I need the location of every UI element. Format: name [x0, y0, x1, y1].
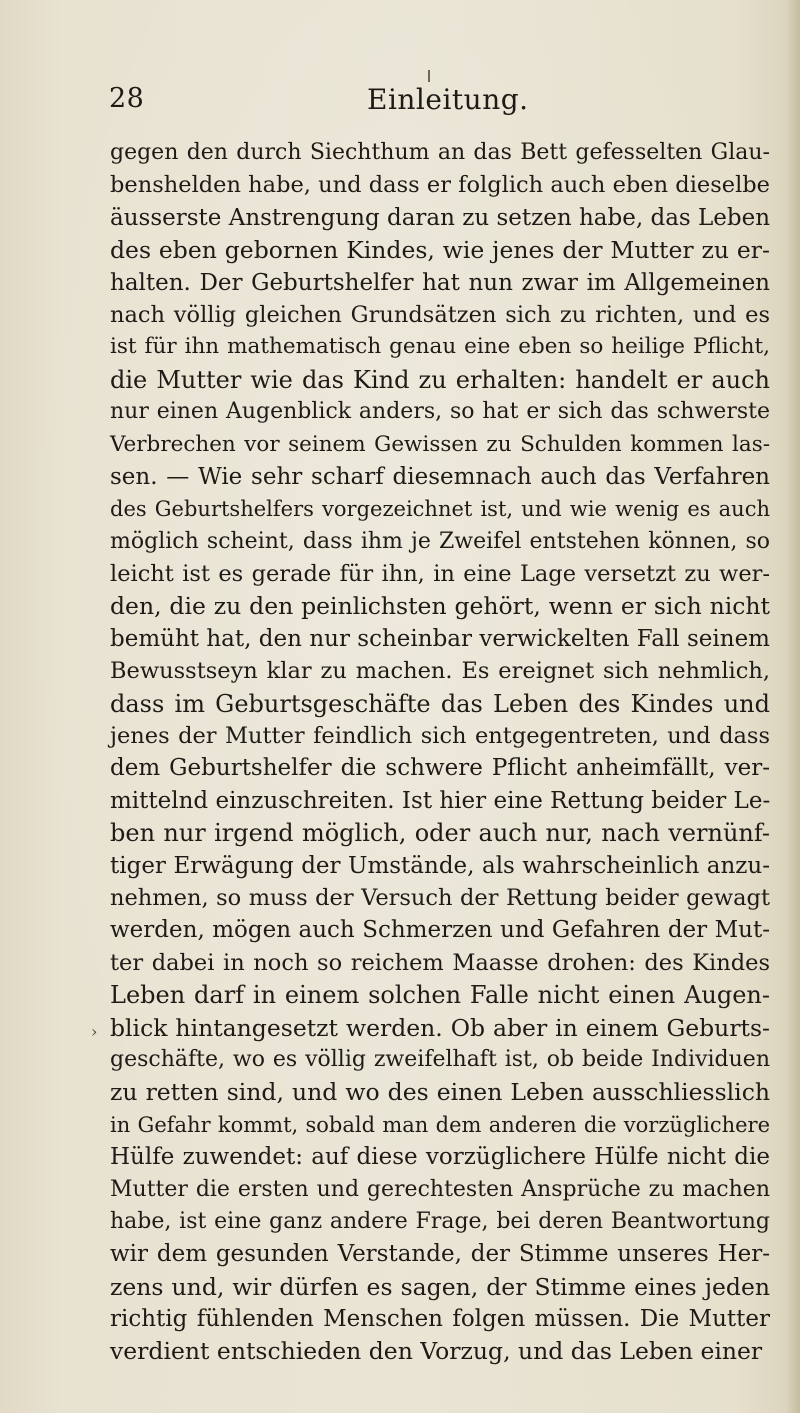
text-line: gegen den durch Siechthum an das Bett gefesselten Glau- — [110, 140, 770, 165]
text-line: verdient entschieden den Vorzug, und das Leben einer — [110, 1337, 763, 1366]
text-line: Verbrechen vor seinem Gewissen zu Schulden kommen las- — [110, 431, 770, 457]
margin-mark: › — [91, 1022, 98, 1041]
text-line: Hülfe zuwendet: auf diese vorzüglichere Hülfe nicht die — [110, 1144, 770, 1171]
text-line: dass im Geburtsgeschäfte das Leben des Kindes und — [110, 689, 770, 718]
page-edge-shadow — [786, 0, 800, 1413]
text-line: benshelden habe, und dass er folglich auch eben dieselbe — [110, 172, 770, 199]
text-line: bemüht hat, den nur scheinbar verwickelten Fall seinem — [110, 625, 770, 652]
text-line: des Geburtshelfers vorgezeichnet ist, und wie wenig es auch — [110, 497, 770, 522]
text-line: des eben gebornen Kindes, wie jenes der Mutter zu er- — [110, 236, 770, 265]
text-line: mittelnd einzuschreiten. Ist hier eine Rettung beider Le- — [110, 787, 771, 814]
text-line: nehmen, so muss der Versuch der Rettung beider gewagt — [110, 884, 770, 911]
text-line: richtig fühlenden Menschen folgen müssen. Die Mutter — [110, 1306, 770, 1333]
text-line: ben nur irgend möglich, oder auch nur, nach vernünf- — [110, 819, 770, 848]
text-line: leicht ist es gerade für ihn, in eine Lage versetzt zu wer- — [110, 561, 770, 588]
page-number: 28 — [109, 83, 145, 114]
printer-mark — [428, 70, 430, 82]
text-line: dem Geburtshelfer die schwere Pflicht anheimfällt, ver- — [110, 755, 770, 782]
text-line: Leben darf in einem solchen Falle nicht einen Augen- — [110, 981, 770, 1010]
text-line: geschäfte, wo es völlig zweifelhaft ist, ob beide Individuen — [110, 1046, 770, 1072]
text-line: möglich scheint, dass ihm je Zweifel entstehen können, so — [110, 528, 770, 554]
text-line: wir dem gesunden Verstande, der Stimme unseres Her- — [110, 1241, 770, 1268]
body-text — [110, 137, 770, 1368]
text-line: nach völlig gleichen Grundsätzen sich zu richten, und es — [110, 301, 770, 328]
text-line: Mutter die ersten und gerechtesten Ansprüche zu machen — [110, 1176, 770, 1202]
text-line: ist für ihn mathematisch genau eine eben so heilige Pflicht, — [110, 334, 770, 360]
text-line: den, die zu den peinlichsten gehört, wenn er sich nicht — [110, 592, 770, 621]
text-line: tiger Erwägung der Umstände, als wahrscheinlich anzu- — [110, 852, 770, 879]
text-line: jenes der Mutter feindlich sich entgegentreten, und dass — [110, 723, 770, 750]
text-line: blick hintangesetzt werden. Ob aber in einem Geburts- — [110, 1013, 770, 1042]
text-line: nur einen Augenblick anders, so hat er sich das schwerste — [110, 399, 770, 425]
text-line: Bewusstseyn klar zu machen. Es ereignet sich nehmlich, — [110, 658, 770, 685]
text-line: äusserste Anstrengung daran zu setzen habe, das Leben — [110, 204, 771, 231]
text-line: habe, ist eine ganz andere Frage, bei deren Beantwortung — [110, 1208, 770, 1234]
text-line: zens und, wir dürfen es sagen, der Stimme eines jeden — [110, 1272, 770, 1301]
text-line: in Gefahr kommt, sobald man dem anderen die vorzüglichere — [110, 1112, 770, 1137]
text-line: sen. — Wie sehr scharf diesemnach auch das Verfahren — [110, 463, 770, 490]
text-line: werden, mögen auch Schmerzen und Gefahren der Mut- — [110, 917, 770, 944]
text-line: ter dabei in noch so reichem Maasse drohen: des Kindes — [110, 949, 770, 976]
text-line: die Mutter wie das Kind zu erhalten: handelt er auch — [110, 365, 770, 394]
text-line: zu retten sind, und wo des einen Leben ausschliesslich — [110, 1078, 770, 1107]
running-head: Einleitung. — [367, 83, 529, 116]
text-line: halten. Der Geburtshelfer hat nun zwar im Allgemeinen — [110, 269, 770, 296]
